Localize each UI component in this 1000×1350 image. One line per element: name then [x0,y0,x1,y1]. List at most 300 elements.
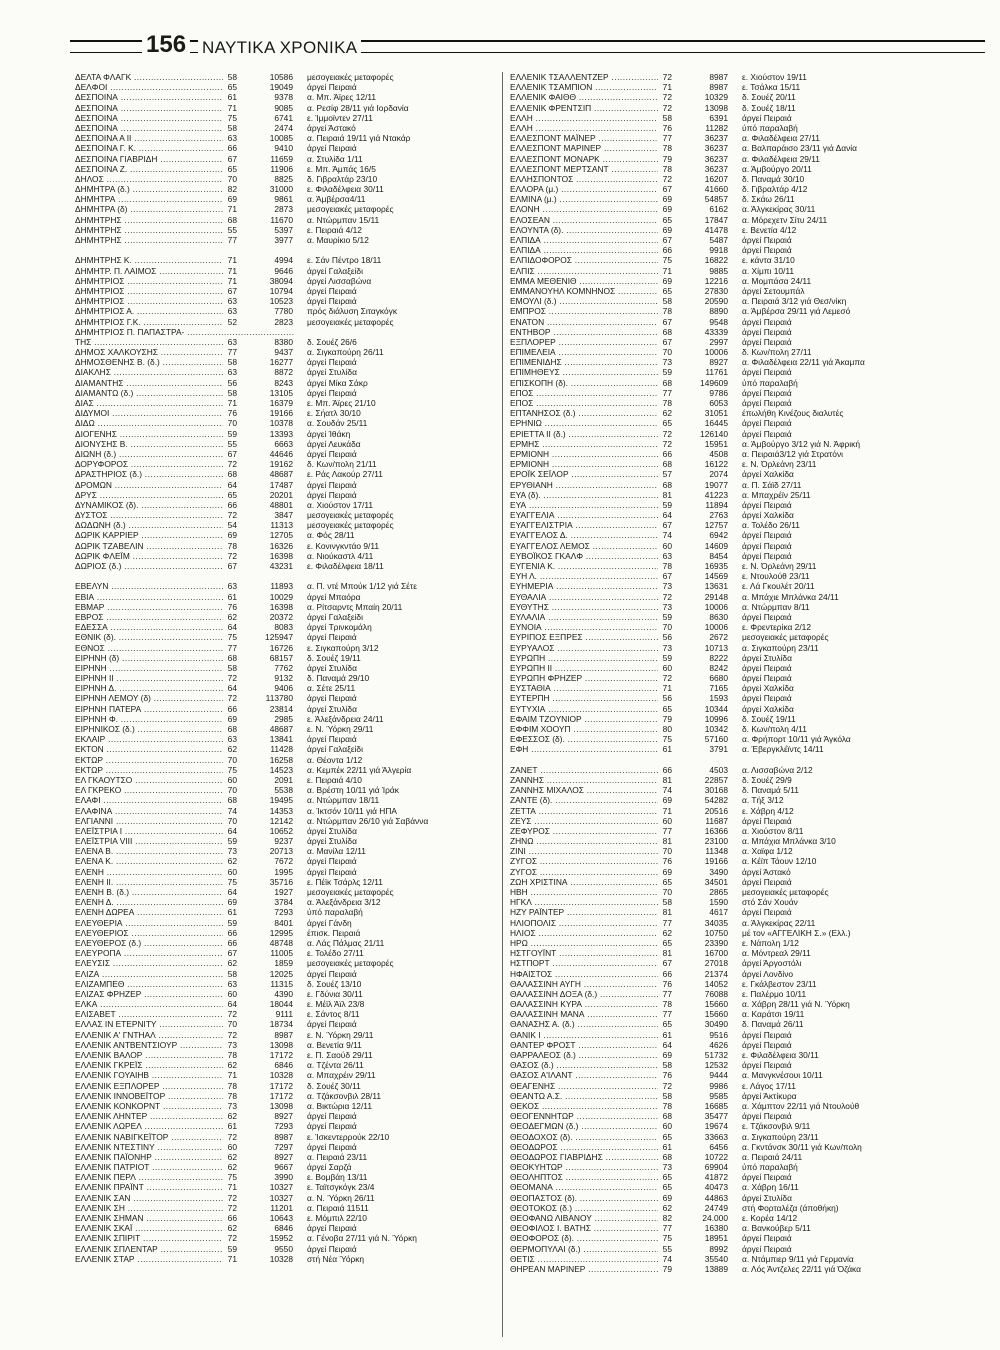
ship-status: ύπό παραλαβή [307,907,363,918]
build-year: 75 [223,1172,237,1182]
build-year: 71 [223,1070,237,1080]
ship-row [510,1254,930,1264]
tonnage: 18044 [269,999,293,1010]
ship-row [510,154,930,164]
build-year: 64 [223,622,237,632]
tonnage: 9986 [709,1080,728,1091]
build-year: 82 [223,184,237,194]
ship-name: ΕΛΓΙΑΝΝΙ ..... [75,816,225,826]
ship-status: ε. Φιλαδέλφεια 30/11 [742,1050,819,1060]
ship-name: ΔΩΡΙΚ ΚΑΡΡΙΕΡ ..... [75,530,225,540]
ship-status: άργεί Μπαόρα [307,591,361,602]
ship-status: ε. Ίμμοϊντεν 27/11 [307,112,373,123]
ship-row [510,1213,930,1223]
ship-row [510,928,930,938]
ship-status: ε. Γδύνια 30/11 [307,988,363,999]
ship-status: ε. Μπ. Άϊρες 21/10 [307,398,376,408]
ship-name: ΔΙΑΚΛΗΣ ..... [75,367,225,377]
ship-status: άργεί Πειραιά [742,418,792,429]
ship-status: α. Γκντάνσκ 30/11 γιά Κων/πολη [742,1141,862,1152]
ship-name: ΕΙΡΗΝΗ ΛΕΜΟΥ (δ) ..... [75,693,225,703]
ship-name: ΔΙΟΓΕΝΗΣ ..... [75,429,225,439]
ship-row [510,856,930,866]
ship-name: ΕΥΒΟΪΚΟΣ ΓΚΑΛΦ ..... [510,551,660,561]
ship-name: ΕΝΑΤΟΝ ..... [510,317,660,327]
ship-row [75,296,495,306]
magazine-title: ΝΑΥΤΙΚΑ ΧΡΟΝΙΚΑ [198,37,361,59]
tonnage: 1995 [274,866,293,877]
ship-row [75,816,495,826]
build-year: 60 [658,1121,672,1131]
ship-row [510,174,930,184]
build-year: 66 [658,765,672,775]
build-year: 65 [223,490,237,500]
tonnage: 20372 [269,611,293,622]
build-year: 75 [223,113,237,123]
ship-name: ΕΥΑΓΓΕΛΟΣ Δ. ..... [510,530,660,540]
build-year: 70 [658,622,672,632]
ship-name: ΕΔΕΣΣΑ ..... [75,622,225,632]
ship-status: άργεί Πειραιά [742,245,792,256]
ship-name: ΕΛΜΙΝΑ (μ.) ..... [510,194,660,204]
ship-row [510,938,930,948]
ship-name: ΕΜΟΥΛΙ (δ.) ..... [510,296,660,306]
ship-status: α. Άλγκεκίρας 30/11 [742,204,816,215]
build-year: 58 [658,897,672,907]
ship-status: ε. Λάγος 17/11 [742,1080,796,1091]
tonnage: 17172 [269,1080,293,1091]
tonnage: 9410 [274,143,293,154]
ship-status: α. Σιγκαπούρη 23/11 [742,642,819,653]
build-year: 58 [658,113,672,123]
build-year: 72 [223,673,237,683]
tonnage: 14353 [269,805,293,816]
build-year: 61 [223,907,237,917]
tonnage: 7780 [274,306,293,317]
tonnage: 16445 [704,418,728,429]
tonnage: 6456 [709,1141,728,1152]
tonnage: 7293 [274,1121,293,1132]
ship-row [510,306,930,316]
build-year: 64 [223,480,237,490]
build-year: 75 [223,877,237,887]
tonnage: 8825 [274,173,293,184]
tonnage: 6846 [274,1060,293,1071]
ship-row [75,154,495,164]
ship-row [510,867,930,877]
ship-status: α. Μομπάσα 24/11 [742,275,812,286]
tonnage: 2474 [274,122,293,133]
build-year: 78 [658,306,672,316]
ship-name: ΕΠΙΣΚΟΠΗ (δ). ..... [510,378,660,388]
ship-status: ε. κάντα 31/10 [742,255,795,266]
ship-row [510,286,930,296]
build-year: 67 [658,520,672,530]
ship-row [510,184,930,194]
ship-name: ΖΑΝΤΕ (δ). ..... [510,795,660,805]
ship-status: ε. Τζάκσονβιλ 9/11 [742,1121,811,1132]
ship-name: ΕΛΛΕΝΙΚ ΕΞΠΛΟΡΕΡ ..... [75,1081,225,1091]
ship-row [75,235,495,245]
ship-name: ΕΛΕΝΗ Β. (δ.) ..... [75,887,225,897]
ship-name: ΔΙΔΥΜΟΙ ..... [75,408,225,418]
ship-status: δ. Σουέζ 19/11 [742,713,796,724]
ship-status: α. Σιγκαπούρη 26/11 [307,347,384,358]
ship-status: α. Άλεξάνδρεια 3/12 [307,897,381,908]
ship-name: ΖΕΦΥΡΟΣ ..... [510,826,660,836]
ship-row [510,918,930,928]
ship-name: ΔΗΜΗΤΡΙΟΣ Α. ..... [75,306,225,316]
ship-row [510,204,930,214]
tonnage: 5487 [709,235,728,245]
ship-name: ΕΛΛΕΝΙΚ ΣΚΑΪ ..... [75,1223,225,1233]
tonnage: 10327 [269,1192,293,1203]
ship-name: ΕΥΣΤΑΘΙΑ ..... [510,683,660,693]
build-year: 72 [658,72,672,82]
ship-name: ΘΕΤΙΣ ..... [510,1254,660,1264]
ship-status: άργεί Πειραιά [742,673,792,684]
tonnage: 5397 [274,224,293,235]
tonnage: 8927 [709,357,728,368]
ship-status: άργεί Μίκα Σάκρ [307,377,368,388]
tonnage: 2985 [274,713,293,724]
ship-name: ΕΛΛΕΝΙΚ ΠΡΑΪΝΤ ..... [75,1182,225,1192]
ship-row [75,1121,495,1131]
ship-row [510,225,930,235]
tonnage: 2091 [274,774,293,785]
ship-name: ΕΛΠΙΔΟΦΟΡΟΣ ..... [510,255,660,265]
build-year: 61 [658,1142,672,1152]
ship-name: ΕΥΘΥΤΗΣ ..... [510,602,660,612]
tonnage: 11893 [270,581,293,592]
ship-row [510,714,930,724]
ship-row [75,306,495,316]
ship-status: α. Βικτώρια 12/11 [307,1100,372,1111]
ship-name: ΕΛΛΗ ..... [510,113,660,123]
build-year: 72 [223,1009,237,1019]
build-year: 66 [223,928,237,938]
ship-status: άργεί Πειραιά [742,326,792,337]
tonnage: 9111 [275,1009,293,1020]
build-year: 58 [223,663,237,673]
ship-status: άργεί Πειραιά [742,530,792,541]
tonnage: 27830 [704,285,728,296]
tonnage: 43339 [704,326,728,337]
ship-row [75,948,495,958]
ship-status: άργεί Πειραιά [742,235,792,245]
ship-name: ΕΘΝΟΣ ..... [75,643,225,653]
tonnage: 10378 [269,418,293,429]
build-year: 67 [658,184,672,194]
tonnage: 12995 [269,927,293,938]
tonnage: 9444 [709,1070,728,1081]
ship-row [510,581,930,591]
tonnage: 15952 [269,1233,293,1244]
ship-row [75,999,495,1009]
build-year: 71 [223,1182,237,1192]
ship-name: ΔΕΣΠΟΙΝΑ ΓΙΑΒΡΙΔΗ ..... [75,154,225,164]
ship-row [75,123,495,133]
tonnage: 23814 [269,703,293,714]
ship-status: δ. Γιβραλτάρ 23/10 [307,173,378,184]
ship-row [510,704,930,714]
build-year: 78 [658,164,672,174]
ship-row [510,215,930,225]
ship-row [510,133,930,143]
tonnage: 8987 [709,82,728,93]
tonnage: 9786 [709,387,728,398]
build-year: 62 [658,1203,672,1213]
ship-row [75,561,495,571]
ship-name: ΕΙΡΗΝΗ II ..... [75,673,225,683]
ship-status: στή Φορταλέζα (άποθήκη) [742,1202,839,1213]
tonnage: 19077 [704,479,728,490]
ship-status: ε. Μόμπιλ 22/10 [307,1213,367,1223]
ship-row [510,1132,930,1142]
ship-name: ΔΡΥΣ ..... [75,490,225,500]
build-year: 63 [223,306,237,316]
ship-status: στό Σάν Χουάν [742,897,798,908]
ship-name: ΘΕΟΔΩΡΟΣ ΓΙΑΒΡΙΔΗΣ ..... [510,1152,660,1162]
build-year: 61 [658,744,672,754]
build-year: 65 [658,938,672,948]
tonnage: 69904 [704,1162,728,1173]
ship-name: ΔΗΜΗΤΡΗΣ ..... [75,215,225,225]
ship-name: ΗΛΙΟΣ ..... [510,928,660,938]
tonnage: 7297 [274,1141,293,1152]
ship-name: ΕΛΕΥΘΕΡΟΣ (δ.) ..... [75,938,225,948]
ship-name: ΕΙΡΗΝΗ Δ. ..... [75,683,225,693]
tonnage: 17487 [269,479,293,490]
tonnage: 11201 [270,1202,293,1213]
tonnage: 40473 [704,1182,728,1193]
ship-row [510,592,930,602]
ship-row [75,1040,495,1050]
ship-row [510,999,930,1009]
ship-name: ΔΥΣΤΟΣ ..... [75,510,225,520]
ship-row [75,938,495,948]
ship-name: ΔΗΜΗΤΡ. Π. ΛΑΙΜΟΣ ..... [75,266,225,276]
build-year: 67 [223,561,237,571]
ship-row [510,948,930,958]
ship-name: ΕΠΟΣ ..... [510,398,660,408]
build-year: 79 [658,154,672,164]
build-year: 68 [223,653,237,663]
build-year: 71 [658,82,672,92]
build-year: 67 [223,948,237,958]
ship-status: άργεί Στυλίδα [307,662,357,673]
build-year: 52 [223,317,237,327]
ship-status: α. Φρήπορτ 10/11 γιά Άγκόλα [742,734,851,745]
tonnage: 9406 [274,683,293,694]
ship-name: ΖΩΗ ΧΡΙΣΤΙΝΑ ..... [510,877,660,887]
ship-name: ΘΕΟΔΕΓΜΩΝ (δ.) ..... [510,1121,660,1131]
ship-name: ΔΟΡΥΦΟΡΟΣ ..... [75,459,225,469]
ship-name: ΕΥΛΑΛΙΑ ..... [510,612,660,622]
ship-name: ΕΙΡΗΝΗ ..... [75,663,225,673]
build-year: 71 [223,276,237,286]
ship-name: ΖΕΤΤΑ ..... [510,806,660,816]
tonnage: 20201 [269,489,293,500]
tonnage: 11005 [270,948,293,959]
ship-status: στή Νέα Ύόρκη [307,1253,365,1264]
ship-status: μεσογειακές μεταφορές [307,204,394,215]
ship-name: ΕΛΛΕΝΙΚ Α' ΓΝΤΗΑΛ ..... [75,1030,225,1040]
ship-status: άργεί Πειραιά [742,693,792,704]
ship-row [75,317,495,327]
ship-row [510,846,930,856]
ship-name: ΔΙΟΝΥΣΗΣ Β. ..... [75,439,225,449]
tonnage: 6391 [709,112,728,123]
tonnage: 16380 [704,1223,728,1234]
build-year: 74 [658,1254,672,1264]
ship-name: ΖΑΝΕΤ ..... [510,765,660,775]
build-year: 56 [223,378,237,388]
ship-name: ΕΛΛΕΝΙΚ ΣΗΜΑΝ ..... [75,1213,225,1223]
ship-status: μέ τον «ΑΓΓΕΛΙΚΗ Σ.» (Ελλ.) [742,927,851,938]
ship-status: ε. Φιλαδέλφεια 18/11 [307,561,384,571]
ship-name: ΕΛΟΣΕΑΝ ..... [510,215,660,225]
ship-status: άργεί Ίθάκη [307,428,351,439]
ship-row [75,418,495,428]
build-year: 76 [658,1070,672,1080]
build-year: 58 [223,357,237,367]
ship-name: ΕΛΛΕΣΠΟΝΤ ΜΕΡΤΣΑΝΤ ..... [510,164,660,174]
tonnage: 11282 [705,122,728,133]
build-year: 74 [658,785,672,795]
ship-row [510,836,930,846]
ship-row [75,693,495,703]
tonnage: 2763 [709,510,728,521]
build-year: 70 [223,418,237,428]
ship-name: ΔΗΜΗΤΡΙΟΣ ..... [75,286,225,296]
ship-row [75,979,495,989]
page-number: 156 [142,30,190,60]
tonnage: 31051 [704,408,728,419]
ship-name: ΘΑΣΟΣ Α'ΙΛΑΝΤ ..... [510,1070,660,1080]
ship-status: άργεί Πειραιά [307,489,357,500]
tonnage: 7293 [274,907,293,918]
ship-status: α. Λός Άντζελες 22/11 γιά Όζάκα [742,1263,861,1274]
ship-row [75,469,495,479]
ship-status: α. Πειραιά3/12 γιά Στρατόνι [742,448,843,459]
ship-row [75,72,495,82]
ship-row [75,215,495,225]
ship-status: άργεί Πειραιά [307,82,357,93]
tonnage: 9667 [274,1162,293,1173]
tonnage: 19162 [269,459,293,470]
ship-name: ΕΛΛΕΝΙΚ ΝΑΒΙΓΚΕΪΤΟΡ ..... [75,1132,225,1142]
ship-status: α. Μόντρεαλ 29/11 [742,948,811,959]
ship-status: δ. Γιβραλτάρ 4/12 [742,184,808,195]
build-year: 73 [223,846,237,856]
ship-status: ε. Πειραιά 4/12 [307,224,362,235]
ship-status: α. Φιλαδέλφεια 29/11 [742,153,820,164]
ship-row [510,1264,930,1274]
ship-row [75,184,495,194]
ship-status: α. Ίκτσόν 10/11 γιά ΗΠΑ [307,805,397,816]
ship-name: ΖΗΝΩ ..... [510,836,660,846]
tonnage: 4503 [709,764,728,775]
build-year: 63 [223,133,237,143]
ship-status: δ. Κων/πολη 27/11 [742,347,812,358]
ship-row [510,663,930,673]
ship-name: ΕΙΡΗΝΗ (δ) ..... [75,653,225,663]
tonnage: 15660 [704,1009,728,1020]
tonnage: 9548 [709,316,728,327]
ship-name: ΖΕΥΣ ..... [510,816,660,826]
tonnage: 3791 [709,744,728,755]
ship-name: ΕΛΕΥΘΕΡΙΑ ..... [75,918,225,928]
build-year: 72 [223,459,237,469]
ship-row [510,245,930,255]
ship-row [75,1101,495,1111]
build-year: 72 [223,693,237,703]
tonnage: 8454 [709,550,728,561]
build-year: 72 [658,439,672,449]
ship-name: ΕΥΤΥΧΙΑ ..... [510,704,660,714]
ship-row [510,602,930,612]
tonnage: 9378 [274,92,293,103]
build-year: 75 [658,1233,672,1243]
ship-status: δ. Σουέζ 13/10 [307,978,362,989]
build-year: 73 [658,643,672,653]
ship-status: ε. Παλέρμο 10/11 [742,988,807,999]
ship-name: ΕΡΙΕΤΤΑ II (δ.) ..... [510,429,660,439]
ship-row [510,296,930,306]
ship-status: άργεί Πειραιά [742,662,792,673]
build-year: 73 [223,1101,237,1111]
build-year: 58 [658,296,672,306]
ship-row [75,1244,495,1254]
ship-row [75,388,495,398]
ship-status: άργεί Λονδίνο [742,968,794,979]
tonnage: 11659 [270,153,293,164]
tonnage: 9085 [274,102,293,113]
build-year: 79 [658,714,672,724]
ship-row [75,327,495,337]
tonnage: 51732 [704,1050,728,1060]
build-year: 68 [223,795,237,805]
build-year: 77 [658,388,672,398]
ship-row [75,744,495,754]
ship-row [75,133,495,143]
ship-row [75,673,495,683]
build-year: 72 [223,551,237,561]
ship-name: ΔΗΜΗΤΡΙΟΣ ..... [75,276,225,286]
build-year: 56 [658,632,672,642]
build-year: 66 [223,143,237,153]
ship-row [510,317,930,327]
ship-status: άργεί Πειραιά [742,907,792,918]
ship-row [510,551,930,561]
build-year: 72 [658,174,672,184]
build-year: 72 [658,1081,672,1091]
ship-row [510,887,930,897]
ship-status: άργεί Τρινκομάλη [307,622,372,633]
build-year: 77 [658,1223,672,1233]
tonnage: 5538 [274,785,293,796]
ship-row [510,1193,930,1203]
build-year: 78 [658,561,672,571]
ship-name: ΕΛΛΕΝΙΚ ΛΗΝΤΕΡ ..... [75,1111,225,1121]
ship-status: α. Άμβούργο 3/12 γιά Ν. Άφρική [742,438,861,449]
ship-row [510,490,930,500]
build-year: 77 [223,235,237,245]
tonnage: 1859 [274,958,293,969]
build-year: 62 [223,856,237,866]
ship-row [510,969,930,979]
